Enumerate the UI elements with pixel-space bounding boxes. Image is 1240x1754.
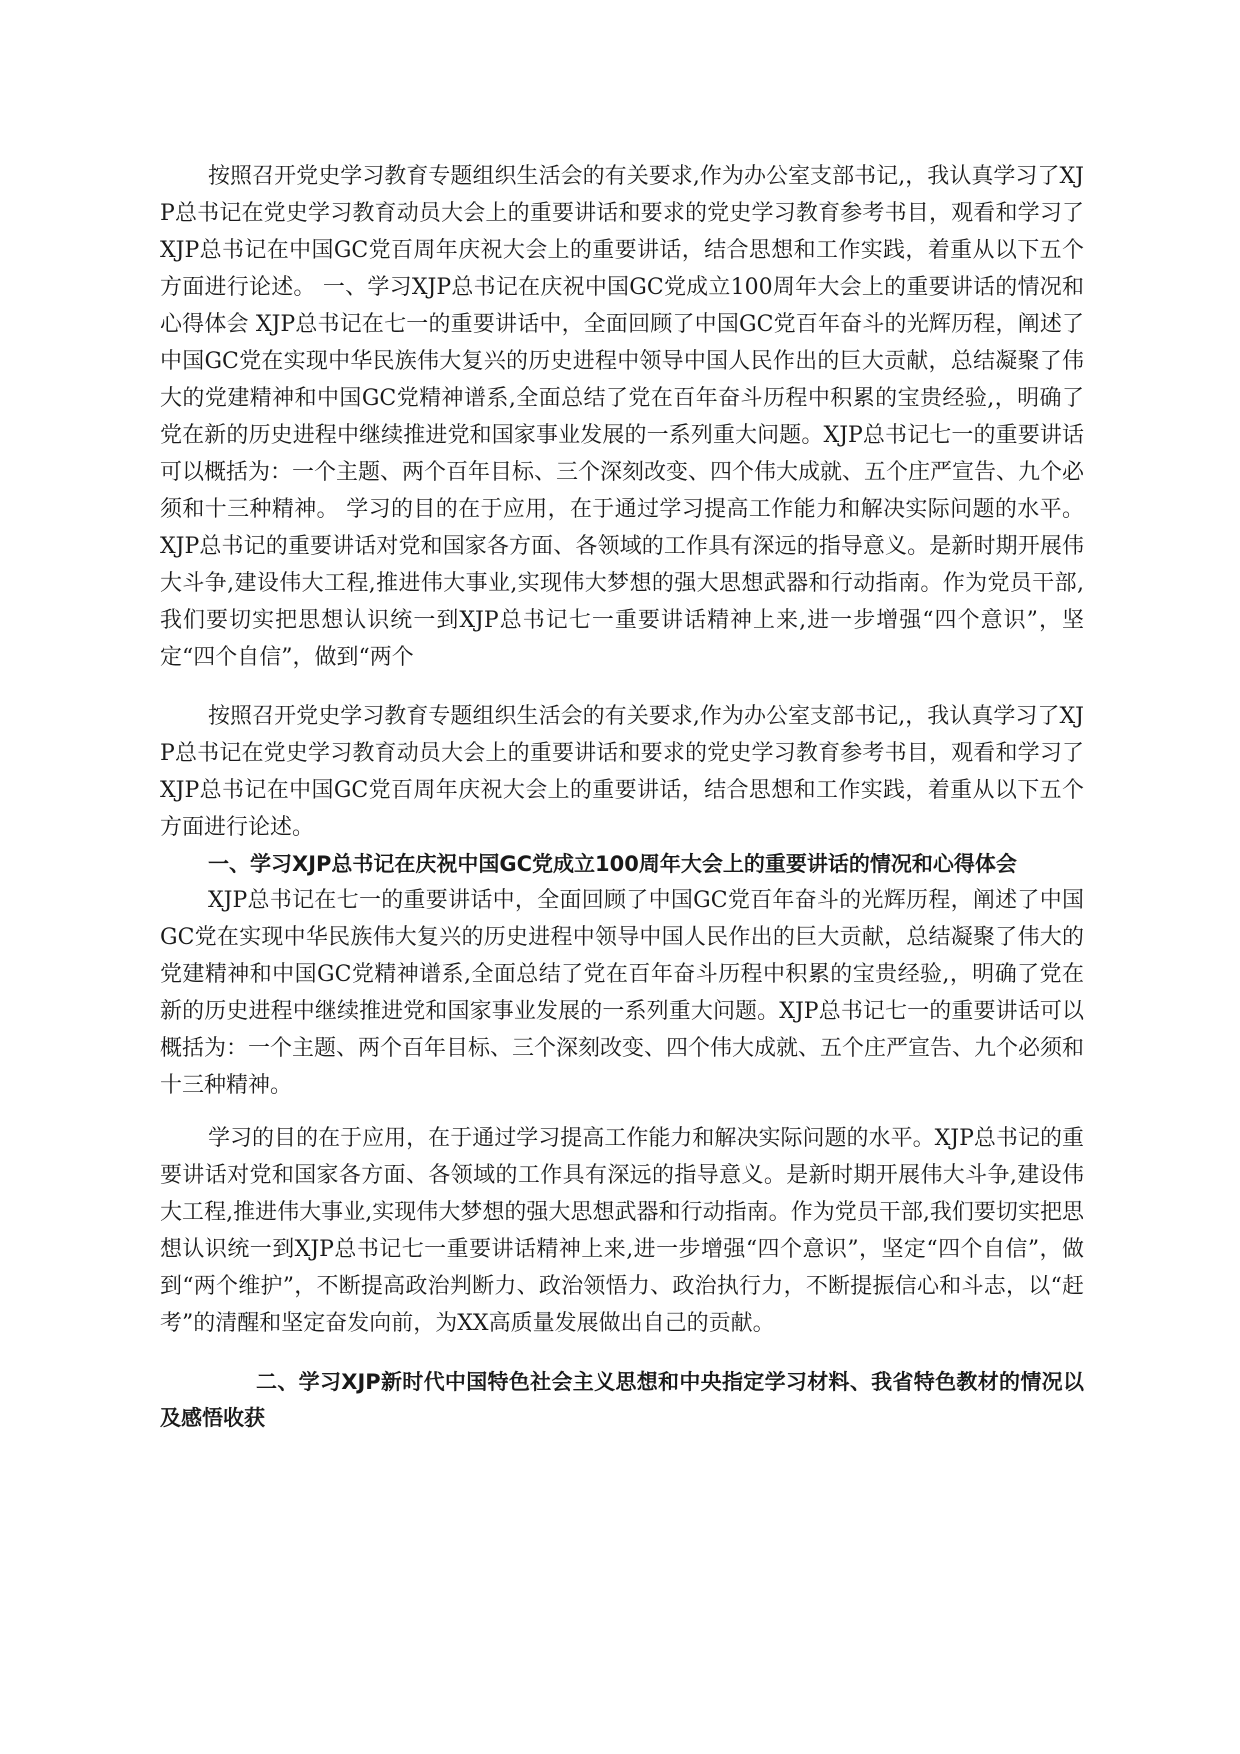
section-heading-2: 二、学习XJP新时代中国特色社会主义思想和中央指定学习材料、我省特色教材的情况以及感悟收获 (160, 1370, 1084, 1430)
section-heading-1: 一、学习XJP总书记在庆祝中国GC党成立100周年大会上的重要讲话的情况和心得体会 (208, 852, 1017, 876)
document-page (160, 158, 1084, 1436)
intro-paragraph-draft: 按照召开党史学习教育专题组织生活会的有关要求,作为办公室支部书记,，我认真学习了XJP总书记在党史学习教育动员大会上的重要讲话和要求的党史学习教育参考书目，观看和学习了XJP总书记在中国GC党百周年庆祝大会上的重要讲话，结合思想和工作实践，着重从以下五个方面进行论述。 一、学习XJP总书记在庆祝中国GC党成立100周年大会上的重要讲话的情况和心得体会 XJP总书记在七一的重要讲话中，全面回顾了中国GC党百年奋斗的光辉历程，阐述了中国GC党在实现中华民族伟大复兴的历史进程中领导中国人民作出的巨大贡献，总结凝聚了伟大的党建精神和中国GC党精神谱系,全面总结了党在百年奋斗历程中积累的宝贵经验,，明确了党在新的历史进程中继续推进党和国家事业发展的一系列重大问题。XJP总书记七一的重要讲话可以概括为：一个主题、两个百年目标、三个深刻改变、四个伟大成就、五个庄严宣告、九个必须和十三种精神。 学习的目的在于应用，在于通过学习提高工作能力和解决实际问题的水平。XJP总书记的重要讲话对党和国家各方面、各领域的工作具有深远的指导意义。是新时期开展伟大斗争,建设伟大工程,推进伟大事业,实现伟大梦想的强大思想武器和行动指南。作为党员干部,我们要切实把思想认识统一到XJP总书记七一重要讲话精神上来,进一步增强“四个意识”，坚定“四个自信”，做到“两个 (160, 164, 1085, 670)
section-1-paragraph-1: XJP总书记在七一的重要讲话中，全面回顾了中国GC党百年奋斗的光辉历程，阐述了中国GC党在实现中华民族伟大复兴的历史进程中领导中国人民作出的巨大贡献，总结凝聚了伟大的党建精神和中国GC党精神谱系,全面总结了党在百年奋斗历程中积累的宝贵经验,，明确了党在新的历史进程中继续推进党和国家事业发展的一系列重大问题。XJP总书记七一的重要讲话可以概括为：一个主题、两个百年目标、三个深刻改变、四个伟大成就、五个庄严宣告、九个必须和十三种精神。 (160, 888, 1085, 1098)
intro-paragraph: 按照召开党史学习教育专题组织生活会的有关要求,作为办公室支部书记,，我认真学习了XJP总书记在党史学习教育动员大会上的重要讲话和要求的党史学习教育参考书目，观看和学习了XJP总书记在中国GC党百周年庆祝大会上的重要讲话，结合思想和工作实践，着重从以下五个方面进行论述。 (160, 704, 1084, 840)
section-1-paragraph-2: 学习的目的在于应用，在于通过学习提高工作能力和解决实际问题的水平。XJP总书记的重要讲话对党和国家各方面、各领域的工作具有深远的指导意义。是新时期开展伟大斗争,建设伟大工程,推进伟大事业,实现伟大梦想的强大思想武器和行动指南。作为党员干部,我们要切实把思想认识统一到XJP总书记七一重要讲话精神上来,进一步增强“四个意识”，坚定“四个自信”，做到“两个维护”，不断提高政治判断力、政治领悟力、政治执行力，不断提振信心和斗志，以“赶考”的清醒和坚定奋发向前，为XX高质量发展做出自己的贡献。 (160, 1126, 1084, 1336)
